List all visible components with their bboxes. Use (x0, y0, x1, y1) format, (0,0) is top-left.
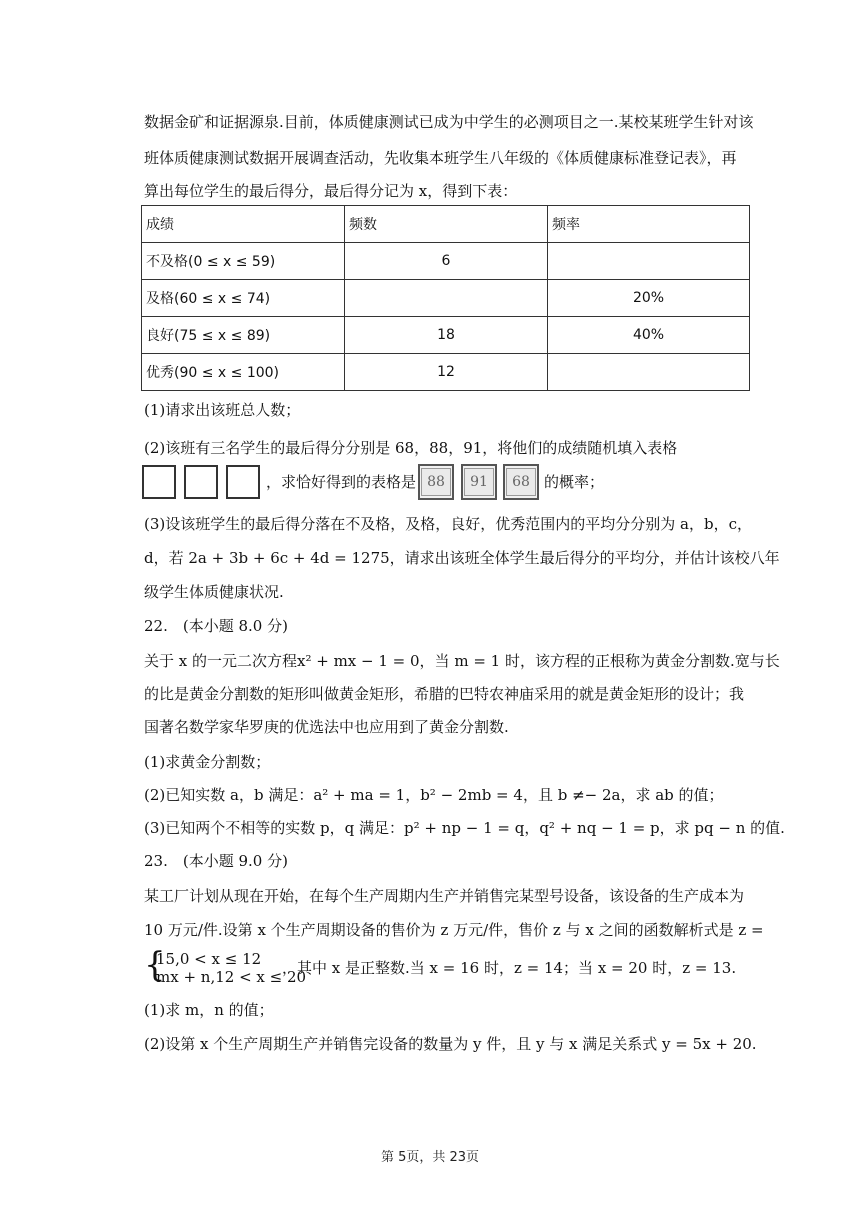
score-frequency-table (141, 205, 750, 391)
score-box-label: 88 (421, 468, 451, 496)
table-cell: 及格(60 ≤ x ≤ 74) (142, 280, 345, 317)
table-cell: 优秀(90 ≤ x ≤ 100) (142, 354, 345, 391)
table-cell (548, 354, 750, 391)
q21-part-1: (1)请求出该班总人数； (144, 401, 301, 419)
table-row (142, 280, 750, 317)
empty-table-box (184, 465, 218, 499)
table-cell: 18 (345, 317, 548, 354)
score-box-label: 91 (464, 468, 494, 496)
table-header-row (142, 206, 750, 243)
q21-part-2-end: 的概率； (544, 473, 605, 491)
q22-stem-line-1: 关于 x 的一元二次方程x² + mx − 1 = 0，当 m = 1 时，该方程的正根称为黄金分割数.宽与长 (144, 652, 780, 670)
header-cell: 频率 (548, 206, 750, 243)
q22-title: 22. (本小题 8.0 分) (144, 617, 288, 635)
score-box-88 (418, 464, 454, 500)
q23-stem-line-1: 某工厂计划从现在开始，在每个生产周期内生产并销售完某型号设备，该设备的生产成本为 (144, 887, 745, 905)
table-row (142, 317, 750, 354)
intro-line-1: 数据金矿和证据源泉.目前，体质健康测试已成为中学生的必测项目之一.某校某班学生针对该 (144, 113, 754, 131)
q21-part-3-line-2: d，若 2a + 3b + 6c + 4d = 1275，请求出该班全体学生最后得分的平均分，并估计该校八年 (144, 549, 780, 567)
header-cell: 频数 (345, 206, 548, 243)
table-row (142, 354, 750, 391)
score-box-91 (461, 464, 497, 500)
intro-line-2: 班体质健康测试数据开展调查活动，先收集本班学生八年级的《体质健康标准登记表》，再 (144, 149, 737, 167)
q21-part-2: (2)该班有三名学生的最后得分分别是 68，88，91，将他们的成绩随机填入表格 (144, 439, 678, 457)
piecewise-case-1: 15,0 < x ≤ 12 (156, 950, 262, 968)
q21-part-2-middle: ，求恰好得到的表格是 (266, 473, 417, 491)
table-cell: 良好(75 ≤ x ≤ 89) (142, 317, 345, 354)
score-box-label: 68 (506, 468, 536, 496)
q23-title: 23. (本小题 9.0 分) (144, 852, 288, 870)
piecewise-case-2: mx + n,12 < x ≤ 20 (156, 968, 307, 986)
q22-part-1: (1)求黄金分割数； (144, 753, 271, 771)
q23-part-1: (1)求 m，n 的值； (144, 1001, 274, 1019)
empty-table-box (142, 465, 176, 499)
q23-stem-line-3: ，其中 x 是正整数.当 x = 16 时，z = 14；当 x = 20 时，z = 13. (282, 959, 737, 977)
intro-line-3: 算出每位学生的最后得分，最后得分记为 x，得到下表： (144, 182, 518, 200)
q23-stem-line-2: 10 万元/件.设第 x 个生产周期设备的售价为 z 万元/件，售价 z 与 x 之间的函数解析式是 z = (144, 921, 764, 939)
q21-part-3-line-1: (3)设该班学生的最后得分落在不及格，及格，良好，优秀范围内的平均分分别为 a，b，c， (144, 515, 752, 533)
table-cell: 12 (345, 354, 548, 391)
table-cell (548, 243, 750, 280)
q22-stem-line-2: 的比是黄金分割数的矩形叫做黄金矩形，希腊的巴特农神庙采用的就是黄金矩形的设计；我 (144, 685, 745, 703)
table-cell: 40% (548, 317, 750, 354)
table-cell (345, 280, 548, 317)
q22-part-3: (3)已知两个不相等的实数 p，q 满足：p² + np − 1 = q，q² + nq − 1 = p，求 pq − n 的值. (144, 819, 785, 837)
piecewise-brace: { (144, 945, 166, 985)
header-cell: 成绩 (142, 206, 345, 243)
table-cell: 6 (345, 243, 548, 280)
q22-part-2: (2)已知实数 a，b 满足：a² + ma = 1，b² − 2mb = 4，且 b ≠− 2a，求 ab 的值； (144, 786, 724, 804)
q23-part-2: (2)设第 x 个生产周期生产并销售完设备的数量为 y 件，且 y 与 x 满足关系式 y = 5x + 20. (144, 1035, 757, 1053)
table-row (142, 243, 750, 280)
score-box-68 (503, 464, 539, 500)
table-cell: 20% (548, 280, 750, 317)
table-cell: 不及格(0 ≤ x ≤ 59) (142, 243, 345, 280)
q21-part-3-line-3: 级学生体质健康状况. (144, 583, 284, 601)
page-footer: 第 5页，共 23页 (380, 1150, 480, 1165)
empty-table-box (226, 465, 260, 499)
q22-stem-line-3: 国著名数学家华罗庚的优选法中也应用到了黄金分割数. (144, 718, 509, 736)
